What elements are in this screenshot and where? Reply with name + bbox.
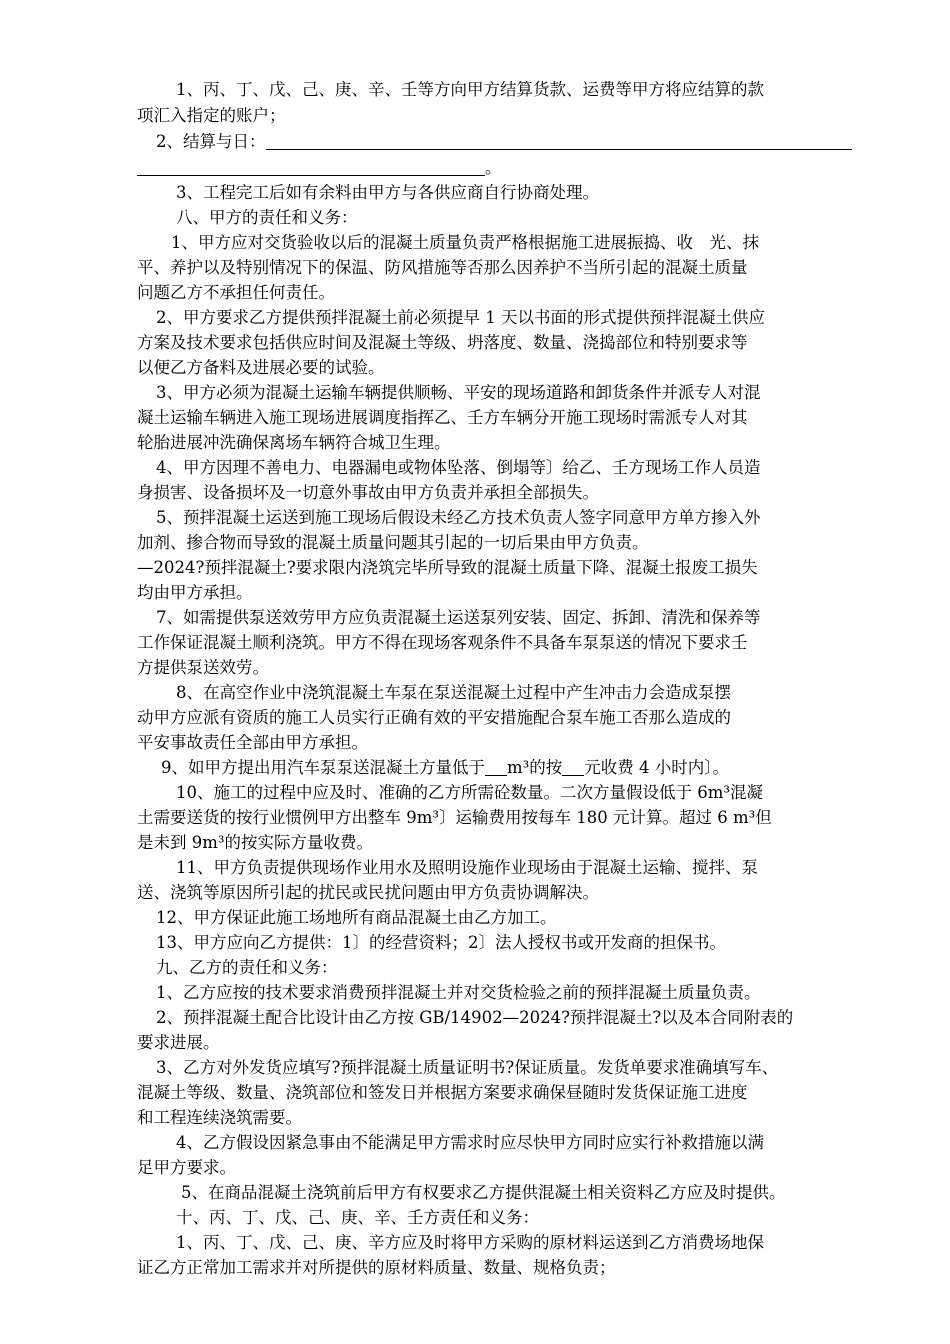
text-segment: 。 [485, 158, 502, 177]
fill-in-blank [266, 131, 852, 150]
text-line: 2、甲方要求乙方提供预拌混凝土前必须提早 1 天以书面的形式提供预拌混凝土供应 [156, 308, 765, 327]
text-line: 送、浇筑等原因所引起的扰民或民扰问题由甲方负责协调解决。 [137, 883, 599, 902]
text-segment: 元收费 4 小时内〕。 [584, 758, 730, 777]
text-line: 土需要送货的按行业惯例甲方出整车 9m³〕运输费用按每车 180 元计算。超过 6 m³但 [137, 808, 772, 827]
text-line: 11、甲方负责提供现场作业用水及照明设施作业现场由于混凝土运输、搅拌、泵 [176, 858, 758, 877]
text-segment: m³的按 [507, 758, 563, 777]
text-line: 方案及技术要求包括供应时间及混凝土等级、坍落度、数量、浇捣部位和特别要求等 [137, 333, 748, 352]
text-line: —2024?预拌混凝土?要求限内浇筑完毕所导致的混凝土质量下降、混凝土报废工损失 [137, 558, 758, 577]
text-line: 8、在高空作业中浇筑混凝土车泵在泵送混凝土过程中产生冲击力会造成泵摆 [176, 683, 731, 702]
text-line: 均由甲方承担。 [137, 583, 253, 602]
text-line: 平、养护以及特别情况下的保温、防风措施等否那么因养护不当所引起的混凝土质量 [137, 258, 748, 277]
text-line: 1、乙方应按的技术要求消费预拌混凝土并对交货检验之前的预拌混凝土质量负责。 [156, 983, 761, 1002]
text-line: 12、甲方保证此施工场地所有商品混凝土由乙方加工。 [156, 908, 557, 927]
section-heading: 十、丙、丁、戊、己、庚、辛、壬方责任和义务： [176, 1208, 539, 1227]
text-line: 工作保证混凝土顺利浇筑。甲方不得在现场客观条件不具备车泵泵送的情况下要求壬 [137, 633, 748, 652]
fill-in-blank [562, 757, 584, 776]
text-line: 1、甲方应对交货验收以后的混凝土质量负责严格根据施工进展振捣、收 光、抹 [171, 233, 759, 252]
text-line: 项汇入指定的账户； [137, 106, 286, 125]
text-segment: 9、如甲方提出用汽车泵泵送混凝土方量低于 [161, 758, 485, 777]
text-line: 3、乙方对外发货应填写?预拌混凝土质量证明书?保证质量。发货单要求准确填写车、 [156, 1058, 779, 1077]
text-line: 3、工程完工后如有余料由甲方与各供应商自行协商处理。 [176, 183, 599, 202]
text-line: 4、乙方假设因紧急事由不能满足甲方需求时应尽快甲方同时应实行补救措施以满 [176, 1133, 764, 1152]
text-line: 要求进展。 [137, 1033, 220, 1052]
text-line: 动甲方应派有资质的施工人员实行正确有效的平安措施配合泵车施工否那么造成的 [137, 708, 731, 727]
text-line: 1、丙、丁、戊、己、庚、辛方应及时将甲方采购的原材料运送到乙方消费场地保 [176, 1233, 764, 1252]
text-segment: 2、结算与日： [156, 132, 266, 151]
pump-fee-line [161, 755, 729, 781]
text-line: 7、如需提供泵送效劳甲方应负责混凝土运送泵列安装、固定、拆卸、清洗和保养等 [156, 608, 761, 627]
settlement-date-continuation [137, 155, 502, 181]
text-line: 4、甲方因理不善电力、电器漏电或物体坠落、倒塌等〕给乙、壬方现场工作人员造 [156, 458, 761, 477]
text-line: 凝土运输车辆进入施工现场进展调度指挥乙、壬方车辆分开施工现场时需派专人对其 [137, 408, 748, 427]
text-line: 平安事故责任全部由甲方承担。 [137, 733, 368, 752]
text-line: 是未到 9m³的按实际方量收费。 [137, 833, 374, 852]
text-line: 3、甲方必须为混凝土运输车辆提供顺畅、平安的现场道路和卸货条件并派专人对混 [156, 383, 761, 402]
text-line: 5、在商品混凝土浇筑前后甲方有权要求乙方提供混凝土相关资料乙方应及时提供。 [181, 1183, 786, 1202]
section-heading: 八、甲方的责任和义务： [176, 208, 358, 227]
text-line: 5、预拌混凝土运送到施工现场后假设未经乙方技术负责人签字同意甲方单方掺入外 [156, 508, 761, 527]
fill-in-blank [137, 157, 485, 176]
text-line: 10、施工的过程中应及时、准确的乙方所需砼数量。二次方量假设低于 6m³混凝 [176, 783, 763, 802]
text-line: 混凝土等级、数量、浇筑部位和签发日并根据方案要求确保昼随时发货保证施工进度 [137, 1083, 748, 1102]
text-line: 2、预拌混凝土配合比设计由乙方按 GB/14902—2024?预拌混凝土?以及本合同附表的 [156, 1008, 794, 1027]
text-line: 13、甲方应向乙方提供：1〕的经营资料；2〕法人授权书或开发商的担保书。 [156, 933, 726, 952]
text-line: 方提供泵送效劳。 [137, 658, 269, 677]
settlement-date-line [156, 129, 852, 155]
text-line: 问题乙方不承担任何责任。 [137, 283, 335, 302]
text-line: 身损害、设备损坏及一切意外事故由甲方负责并承担全部损失。 [137, 483, 599, 502]
text-line: 1、丙、丁、戊、己、庚、辛、壬等方向甲方结算货款、运费等甲方将应结算的款 [176, 80, 764, 99]
text-line: 和工程连续浇筑需要。 [137, 1108, 302, 1127]
text-line: 加剂、掺合物而导致的混凝土质量问题其引起的一切后果由甲方负责。 [137, 533, 649, 552]
text-line: 证乙方正常加工需求并对所提供的原材料质量、数量、规格负责； [137, 1258, 616, 1277]
text-line: 足甲方要求。 [137, 1158, 236, 1177]
text-line: 以便乙方备料及进展必要的试验。 [137, 358, 385, 377]
section-heading: 九、乙方的责任和义务： [156, 958, 338, 977]
fill-in-blank [485, 757, 507, 776]
text-line: 轮胎进展冲洗确保离场车辆符合城卫生理。 [137, 433, 451, 452]
